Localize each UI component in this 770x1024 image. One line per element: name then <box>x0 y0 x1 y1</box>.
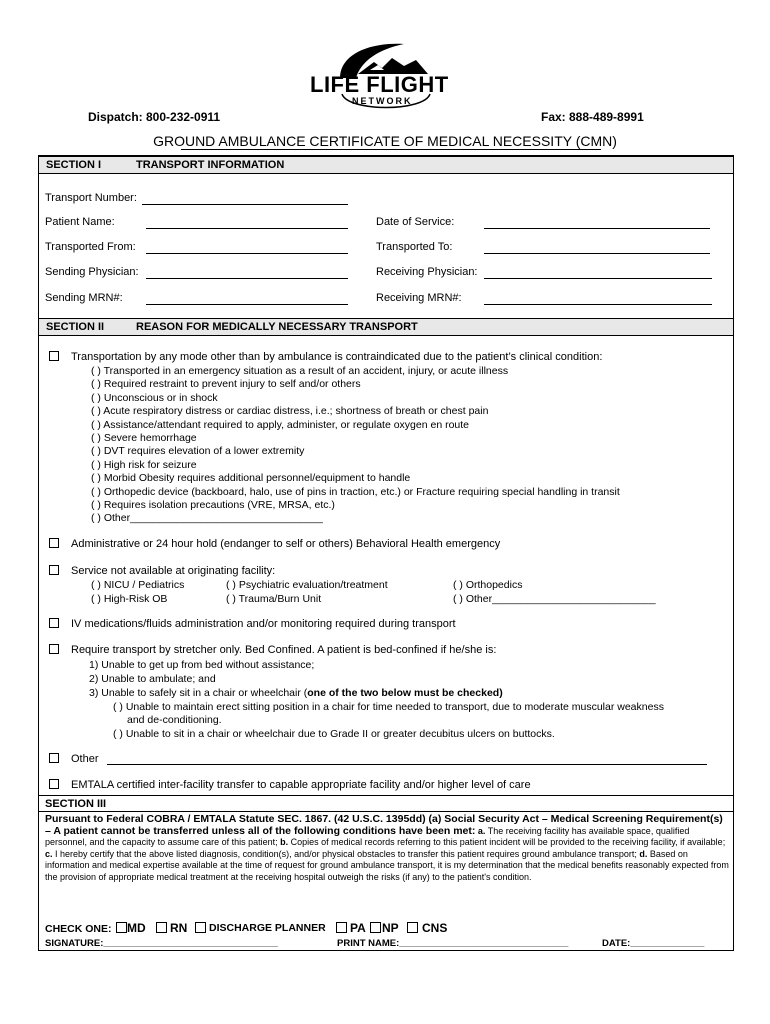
cobra-emtala-statement <box>45 814 729 883</box>
contraindicated-reason-item[interactable]: ( ) Requires isolation precautions (VRE, MRSA, etc.) <box>91 499 335 511</box>
bed-confined-criterion-2: 2) Unable to ambulate; and <box>89 673 216 685</box>
title-underline <box>181 149 601 150</box>
discharge-planner-checkbox[interactable] <box>195 922 206 933</box>
np-label: NP <box>382 921 399 935</box>
service-option-trauma-burn[interactable]: ( ) Trauma/Burn Unit <box>226 593 322 605</box>
stretcher-checkbox[interactable] <box>49 644 59 654</box>
iv-medications-checkbox[interactable] <box>49 618 59 628</box>
sending-mrn-label: Sending MRN#: <box>45 292 123 304</box>
other-field[interactable] <box>107 764 707 765</box>
receiving-physician-field[interactable] <box>484 278 712 279</box>
contraindicated-reason-item[interactable]: ( ) DVT requires elevation of a lower extremity <box>91 445 305 458</box>
cns-label: CNS <box>422 921 448 935</box>
clause-c-letter: c. <box>45 848 53 859</box>
behavioral-health-label: Administrative or 24 hour hold (endanger to self or others) Behavioral Health emergency <box>71 538 501 550</box>
contraindicated-reason-item[interactable]: ( ) Acute respiratory distress or cardiac distress, i.e.; shortness of breath or chest pain <box>91 405 489 418</box>
bed-confined-criterion-3 <box>89 687 503 700</box>
decubitus-option[interactable]: ( ) Unable to sit in a chair or wheelchair due to Grade II or greater decubitus ulcers on buttocks. <box>113 728 555 740</box>
section-3-number: SECTION III <box>45 798 107 810</box>
clause-c-text: I hereby certify that the above listed diagnosis, condition(s), and/or physical obstacles to transfer this patient requires ground ambulance transport; <box>52 848 637 859</box>
service-option-psychiatric[interactable]: ( ) Psychiatric evaluation/treatment <box>226 579 388 591</box>
contraindicated-reason-item[interactable]: ( ) Unconscious or in shock <box>91 391 218 404</box>
statement-lead: Pursuant to Federal COBRA / EMTALA Statute SEC. 1867. (42 U.S.C. 1395dd) (a) Social Security Act – Medical Screening Requirement(s) – A patient cannot be transferred unless all of the following conditions have been met: <box>45 813 723 837</box>
date-of-service-label: Date of Service: <box>376 216 455 228</box>
section-3-divider-2 <box>39 811 733 812</box>
signature-field[interactable]: SIGNATURE:_________________________________ <box>45 938 278 949</box>
erect-sitting-option[interactable]: ( ) Unable to maintain erect sitting position in a chair for time needed to transport, due to moderate muscular weakness <box>113 701 664 713</box>
criterion-3-bold: one of the two below must be checked) <box>307 687 503 699</box>
clause-b-letter: b. <box>277 837 289 847</box>
behavioral-health-checkbox[interactable] <box>49 538 59 548</box>
receiving-mrn-label: Receiving MRN#: <box>376 292 462 304</box>
section-1-number: SECTION I <box>46 159 102 171</box>
contraindicated-reason-item[interactable]: ( ) Required restraint to prevent injury to self and/or others <box>91 378 361 391</box>
contraindicated-reason-item[interactable]: ( ) Morbid Obesity requires additional personnel/equipment to handle <box>91 472 411 485</box>
section-3-divider <box>39 795 733 796</box>
sending-physician-field[interactable] <box>146 278 348 279</box>
clause-a-letter: a. <box>475 825 486 836</box>
form-title: GROUND AMBULANCE CERTIFICATE OF MEDICAL NECESSITY (CMN) <box>153 133 617 149</box>
logo-network: NETWORK <box>352 96 413 106</box>
erect-sitting-option-cont: and de-conditioning. <box>127 714 222 726</box>
emtala-checkbox[interactable] <box>49 779 59 789</box>
pa-checkbox[interactable] <box>336 922 347 933</box>
print-name-field[interactable]: PRINT NAME:________________________________ <box>337 938 569 949</box>
transported-to-label: Transported To: <box>376 241 453 253</box>
cns-checkbox[interactable] <box>407 922 418 933</box>
transported-from-field[interactable] <box>146 253 348 254</box>
contraindicated-label: Transportation by any mode other than by ambulance is contraindicated due to the patient’s clinical condition: <box>71 351 603 363</box>
clause-d-text: Based on information and medical expertise available at the time of request for ground ambulance transport, it is my determination that the medical benefits reasonably expected from the provision of appropriate medical treatment at the receiving hospital outweigh the risks (if any) to the patient's condition. <box>45 848 729 882</box>
service-option-high-risk-ob[interactable]: ( ) High-Risk OB <box>91 593 168 605</box>
date-field[interactable]: DATE:______________ <box>602 938 705 949</box>
fax-number: Fax: 888-489-8991 <box>541 110 644 124</box>
pa-label: PA <box>350 921 366 935</box>
clause-d-letter: d. <box>636 848 648 859</box>
contraindicated-reason-item[interactable]: ( ) High risk for seizure <box>91 458 197 471</box>
section-1-title: TRANSPORT INFORMATION <box>136 159 285 171</box>
clause-a-text: The receiving facility has available space, qualified personnel, and the capacity to assume care of this patient; <box>45 825 690 847</box>
stretcher-label: Require transport by stretcher only. Bed Confined. A patient is bed-confined if he/she is: <box>71 644 497 656</box>
sending-mrn-field[interactable] <box>146 304 348 305</box>
other-label: Other <box>71 753 99 765</box>
service-not-available-label: Service not available at originating facility: <box>71 565 276 577</box>
contraindicated-reason-item[interactable]: ( ) Other_________________________________ <box>91 512 323 525</box>
service-option-orthopedics[interactable]: ( ) Orthopedics <box>453 579 523 591</box>
rn-checkbox[interactable] <box>156 922 167 933</box>
life-flight-logo <box>300 40 468 120</box>
section-2-number: SECTION II <box>46 321 105 333</box>
transported-to-field[interactable] <box>484 253 710 254</box>
iv-medications-label: IV medications/fluids administration and/or monitoring required during transport <box>71 618 456 630</box>
other-checkbox[interactable] <box>49 753 59 763</box>
logo-oval-icon <box>338 92 434 116</box>
form-box <box>38 155 734 951</box>
receiving-mrn-field[interactable] <box>484 304 712 305</box>
section-1-header <box>39 156 733 174</box>
md-checkbox[interactable] <box>116 922 127 933</box>
patient-name-label: Patient Name: <box>45 216 115 228</box>
transported-from-label: Transported From: <box>45 241 136 253</box>
contraindicated-checkbox[interactable] <box>49 351 59 361</box>
discharge-planner-label: DISCHARGE PLANNER <box>209 922 326 934</box>
np-checkbox[interactable] <box>370 922 381 933</box>
emtala-label: EMTALA certified inter-facility transfer to capable appropriate facility and/or higher level of care <box>71 779 531 791</box>
criterion-3-text: 3) Unable to safely sit in a chair or wheelchair ( <box>89 687 308 699</box>
contraindicated-reason-item[interactable]: ( ) Orthopedic device (backboard, halo, use of pins in traction, etc.) or Fracture requiring special handling in transit <box>91 485 620 498</box>
md-label: MD <box>127 921 146 935</box>
contraindicated-reason-item[interactable]: ( ) Severe hemorrhage <box>91 432 197 444</box>
transport-number-label: Transport Number: <box>45 192 137 204</box>
clause-b-text: Copies of medical records referring to this patient incident will be provided to the receiving facility, if available; <box>288 837 726 847</box>
bed-confined-criterion-1: 1) Unable to get up from bed without assistance; <box>89 659 315 671</box>
contraindicated-reason-item[interactable]: ( ) Transported in an emergency situation as a result of an accident, injury, or acute illness <box>91 365 509 377</box>
rn-label: RN <box>170 921 188 935</box>
check-one-label: CHECK ONE: <box>45 923 112 935</box>
service-option-other[interactable]: ( ) Other____________________________ <box>453 593 656 605</box>
patient-name-field[interactable] <box>146 228 348 229</box>
sending-physician-label: Sending Physician: <box>45 266 139 278</box>
service-option-nicu[interactable]: ( ) NICU / Pediatrics <box>91 579 185 591</box>
section-2-title: REASON FOR MEDICALLY NECESSARY TRANSPORT <box>136 321 418 333</box>
logo-wordmark: LIFE FLIGHT <box>310 72 449 97</box>
service-not-available-checkbox[interactable] <box>49 565 59 575</box>
dispatch-number: Dispatch: 800-232-0911 <box>88 110 221 124</box>
section-2-header <box>39 318 733 336</box>
transport-number-field[interactable] <box>142 204 348 205</box>
contraindicated-reason-item[interactable]: ( ) Assistance/attendant required to apply, administer, or regulate oxygen en route <box>91 418 470 431</box>
date-of-service-field[interactable] <box>484 228 710 229</box>
receiving-physician-label: Receiving Physician: <box>376 266 478 278</box>
